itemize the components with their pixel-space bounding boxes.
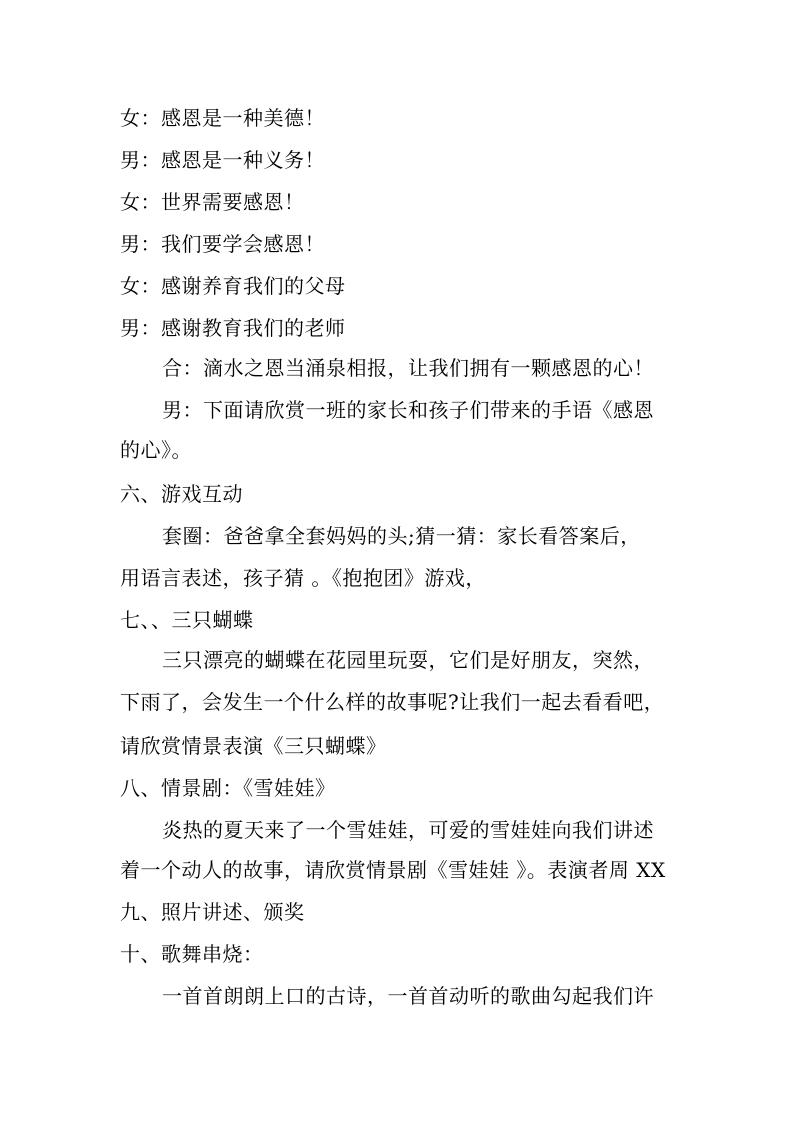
section-heading: 八、情景剧：《雪娃娃》 — [120, 776, 336, 800]
paragraph-line: 炎热的夏天来了一个雪娃娃，可爱的雪娃娃向我们讲述 — [162, 818, 654, 842]
dialogue-line: 男：感谢教育我们的老师 — [120, 316, 346, 340]
paragraph-line: 着一个动人的故事，请欣赏情景剧《雪娃娃 》。表演者周 XX — [120, 858, 666, 882]
paragraph-line: 请欣赏情景表演《三只蝴蝶》 — [120, 734, 387, 758]
paragraph-line: 一首首朗朗上口的古诗，一首首动听的歌曲勾起我们许 — [162, 984, 654, 1008]
paragraph-line: 三只漂亮的蝴蝶在花园里玩耍，它们是好朋友，突然， — [162, 648, 654, 672]
dialogue-line: 女：世界需要感恩！ — [120, 190, 305, 214]
section-heading: 九、照片讲述、颁奖 — [120, 900, 305, 924]
paragraph-line: 套圈：爸爸拿全套妈妈的头;猜一猜：家长看答案后， — [162, 524, 641, 548]
dialogue-line: 女：感谢养育我们的父母 — [120, 274, 346, 298]
dialogue-line: 女：感恩是一种美德！ — [120, 106, 325, 130]
dialogue-line: 男：我们要学会感恩！ — [120, 232, 325, 256]
paragraph-line: 用语言表述，孩子猜 。《抱抱团》游戏， — [120, 566, 486, 590]
section-heading: 十、歌舞串烧： — [120, 942, 264, 966]
dialogue-line: 男：下面请欣赏一班的家长和孩子们带来的手语《感恩 — [162, 398, 654, 422]
section-heading: 六、游戏互动 — [120, 482, 243, 506]
paragraph-line: 下雨了，会发生一个什么样的故事呢?让我们一起去看看吧， — [120, 690, 665, 714]
dialogue-line: 合：滴水之恩当涌泉相报，让我们拥有一颗感恩的心！ — [162, 356, 654, 380]
dialogue-line: 男：感恩是一种义务！ — [120, 148, 325, 172]
paragraph-line: 的心》。 — [120, 438, 192, 462]
section-heading: 七、、三只蝴蝶 — [120, 608, 254, 632]
